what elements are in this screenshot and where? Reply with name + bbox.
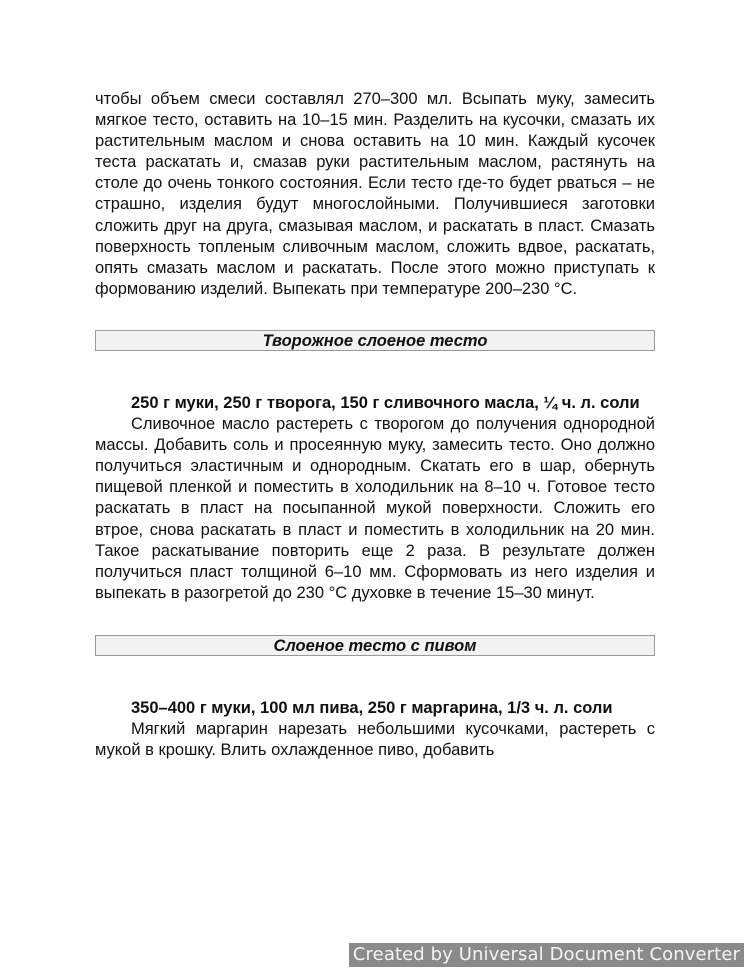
recipe-body-pivo: Мягкий маргарин нарезать небольшими кусочками, растереть с мукой в крошку. Влить охлажденное пиво, добавить [95,719,655,760]
intro-paragraph: чтобы объем смеси составлял 270–300 мл. Всыпать муку, замесить мягкое тесто, оставить на 10–15 мин. Разделить на кусочки, смазать их растительным маслом и снова оставить на 10 мин. Каждый кусочек теста раскатать и, смазав руки растительным маслом, растянуть на столе до очень тонкого состояния. Если тесто где-то будет рваться – не страшно, изделия будут многослойными. Получившиеся заготовки сложить друг на друга, смазывая маслом, и раскатать в пласт. Смазать поверхность топленым сливочным маслом, сложить вдвое, раскатать, опять смазать маслом и раскатать. После этого можно приступать к формованию изделий. Выпекать при температуре 200–230 °С. [95,90,655,298]
spacer [95,656,655,698]
spacer [95,604,655,635]
recipe-body-tvorozhnoe: Сливочное масло растереть с творогом до получения однородной массы. Добавить соль и просеянную муку, замесить тесто. Оно должно получиться эластичным и однородным. Скатать его в шар, обернуть пищевой пленкой и поместить в холодильник на 8–10 ч. Готовое тесто раскатать в пласт на посыпанной мукой поверхности. Сложить его втрое, снова раскатать в пласт и поместить в холодильник на 20 мин. Такое раскатывание повторить еще 2 раза. В результате должен получиться пласт толщиной 6–10 мм. Сформовать из него изделия и выпекать в разогретой до 230 °С духовке в течение 15–30 минут. [95,415,655,602]
ingredients-pivo: 350–400 г муки, 100 мл пива, 250 г маргарина, 1/3 ч. л. соли [131,698,613,717]
section-title-tvorozhnoe: Творожное слоеное тесто [95,330,655,351]
document-page [95,89,655,761]
converter-watermark: Created by Universal Document Converter [349,943,744,967]
section-title-pivo: Слоеное тесто с пивом [95,635,655,656]
spacer [95,300,655,330]
ingredients-tvorozhnoe: 250 г муки, 250 г творога, 150 г сливочного масла, ¼ ч. л. соли [131,393,640,412]
spacer [95,351,655,393]
